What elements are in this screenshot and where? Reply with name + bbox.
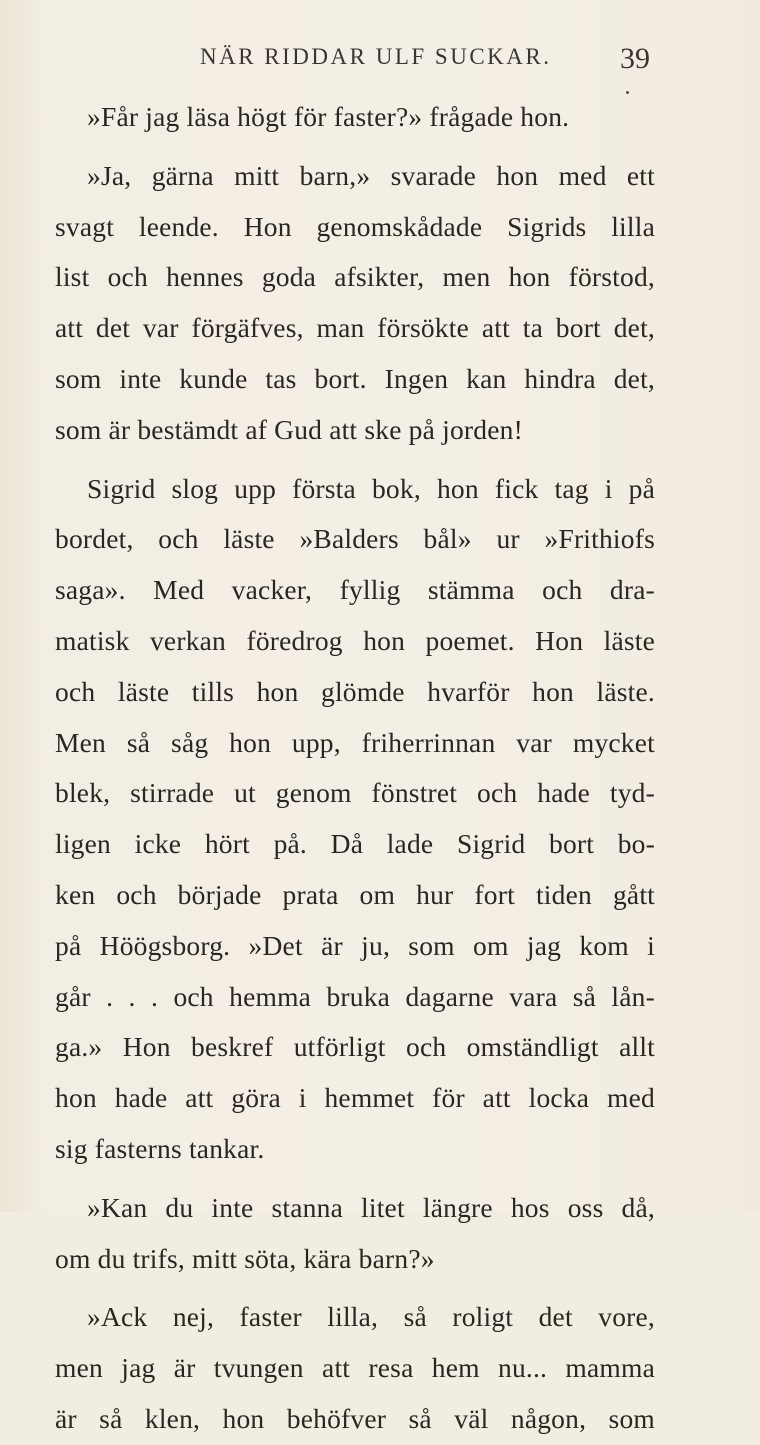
text-line: som är bestämdt af Gud att ske på jorden! xyxy=(55,413,523,445)
text-line: går . . . och hemma bruka dagarne vara så lån- xyxy=(55,980,655,1012)
text-line: hon hade att göra i hemmet för att locka med xyxy=(55,1082,655,1114)
text-line: att det var förgäfves, man försökte att ta bort det, xyxy=(55,312,655,344)
text-line: på Höögsborg. »Det är ju, som om jag kom i xyxy=(55,929,655,961)
text-line: ligen icke hört på. Då lade Sigrid bort bo- xyxy=(55,828,655,860)
text-line: »Ja, gärna mitt barn,» svarade hon med ett xyxy=(87,159,655,191)
text-line: är så klen, hon behöfver så väl någon, som xyxy=(55,1402,655,1434)
text-line: Sigrid slog upp första bok, hon fick tag i på xyxy=(87,472,655,504)
text-line: ga.» Hon beskref utförligt och omständligt allt xyxy=(55,1031,655,1063)
body-text xyxy=(55,92,655,1445)
text-line: Men så såg hon upp, friherrinnan var mycket xyxy=(55,726,655,758)
text-line: blek, stirrade ut genom fönstret och hade tyd- xyxy=(55,777,655,809)
text-line: sig fasterns tankar. xyxy=(55,1132,265,1164)
running-title: NÄR RIDDAR ULF SUCKAR. xyxy=(200,44,552,69)
page-number: 39 xyxy=(620,42,650,75)
text-line: »Får jag läsa högt för faster?» frågade hon. xyxy=(87,101,570,132)
text-line: saga». Med vacker, fyllig stämma och dra- xyxy=(55,574,655,606)
text-line: »Ack nej, faster lilla, så roligt det vore, xyxy=(87,1301,655,1333)
text-line: men jag är tvungen att resa hem nu... mamma xyxy=(55,1352,655,1384)
text-line: om du trifs, mitt söta, kära barn?» xyxy=(55,1242,435,1274)
running-head xyxy=(0,44,760,84)
text-line: matisk verkan föredrog hon poemet. Hon läste xyxy=(55,624,655,656)
text-line: bordet, och läste »Balders bål» ur »Frithiofs xyxy=(55,523,655,555)
text-line: svagt leende. Hon genomskådade Sigrids lilla xyxy=(55,210,655,242)
text-line: »Kan du inte stanna litet längre hos oss då, xyxy=(87,1191,655,1223)
text-line: ken och började prata om hur fort tiden gått xyxy=(55,878,655,910)
text-line: och läste tills hon glömde hvarför hon läste. xyxy=(55,675,655,707)
text-line: som inte kunde tas bort. Ingen kan hindra det, xyxy=(55,362,655,394)
text-line: list och hennes goda afsikter, men hon förstod, xyxy=(55,261,655,293)
